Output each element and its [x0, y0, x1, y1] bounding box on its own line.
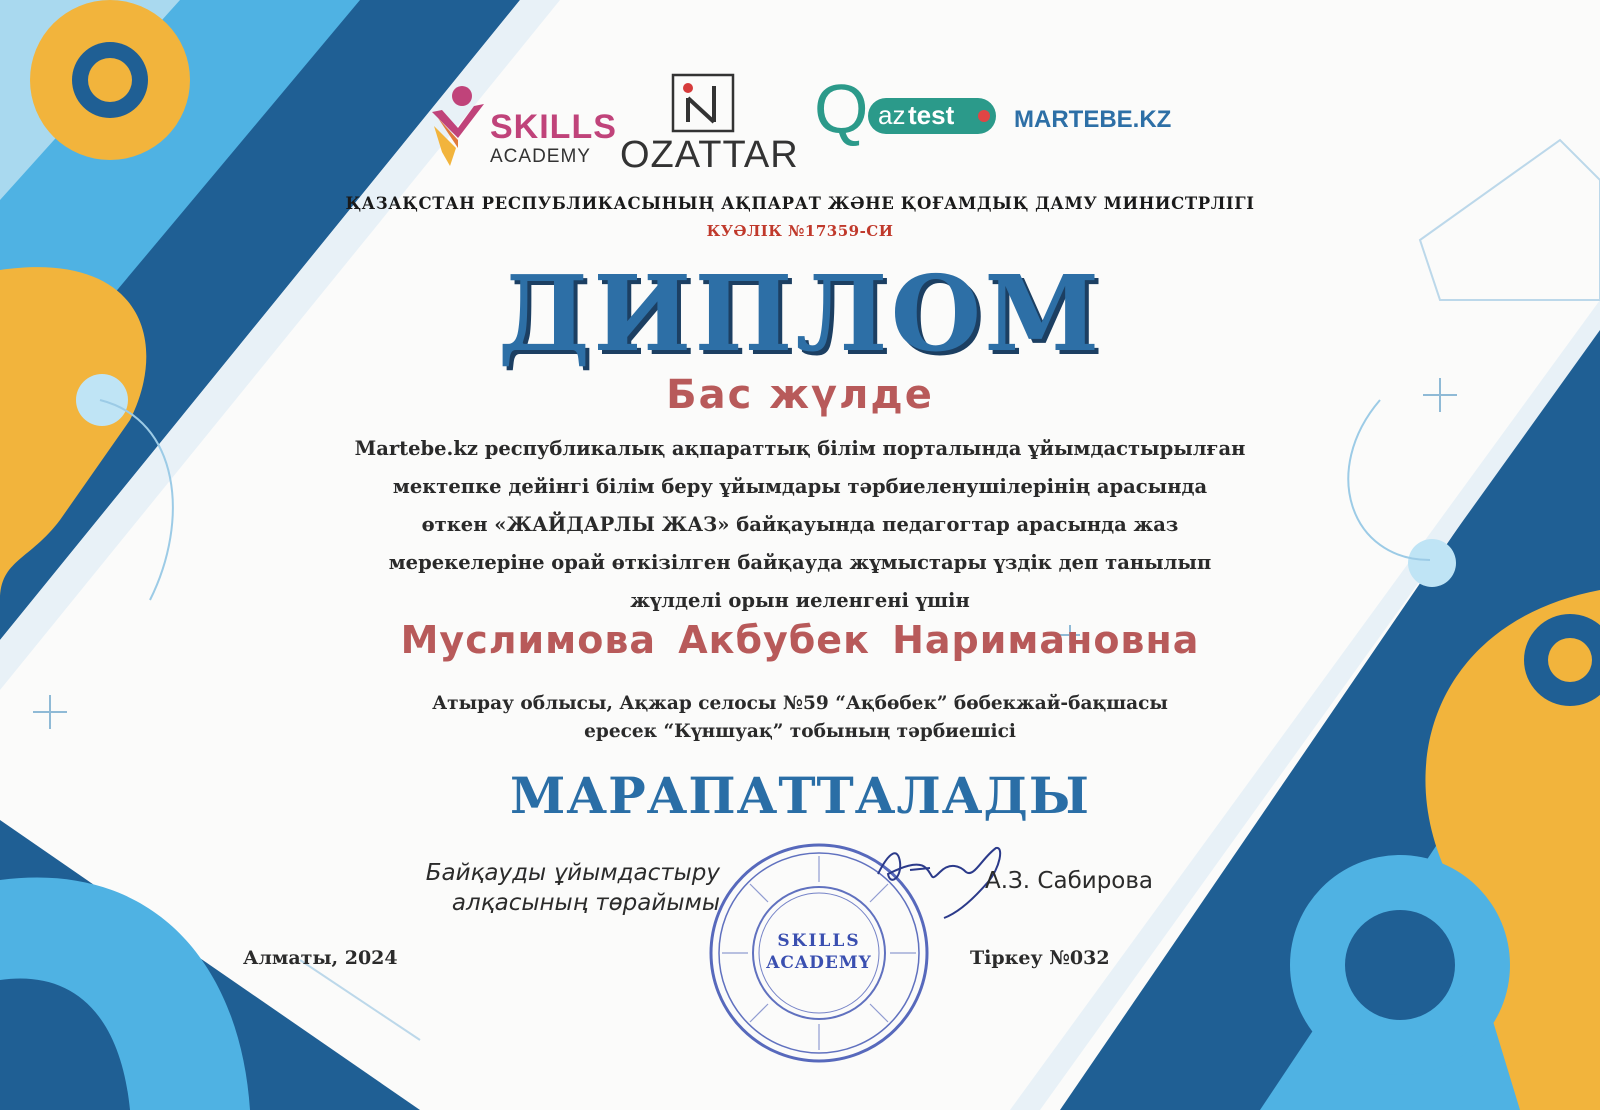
skills-logo-line2: ACADEMY [490, 146, 591, 167]
awarded-heading: МАРАПАТТАЛАДЫ [510, 766, 1090, 825]
diploma-title: ДИПЛОМ [497, 252, 1103, 375]
award-description [255, 430, 1345, 620]
prize-heading: Бас жүлде [666, 372, 934, 418]
qaztest-dot-icon [978, 110, 990, 122]
position-line-2: ересек “Күншуақ” тобының тәрбиешісі [584, 721, 1016, 742]
description-line-3: өткен «ЖАЙДАРЛЫ ЖАЗ» байқауында педагогтар арасында жаз [421, 513, 1179, 536]
bottom-left-outline [300, 960, 420, 1040]
skills-logo-line1: SKILLS [490, 108, 617, 146]
chair-line-2: алқасының төрайымы [451, 890, 720, 916]
stamp-text-line2: ACADEMY [766, 953, 872, 973]
description-line-2: мектепке дейінгі білім беру ұйымдары тәрбиеленушілерінің арасында [392, 475, 1208, 498]
right-small-circle [1408, 539, 1456, 587]
recipient-position [260, 690, 1340, 746]
qaztest-q: Q [814, 70, 869, 148]
registration-number: Тіркеу №032 [970, 947, 1110, 969]
martebe-logo-text: MARTEBE.KZ [1014, 106, 1172, 133]
right-ring-dot [1548, 638, 1592, 682]
ozattar-logo-text: OZATTAR [620, 134, 799, 176]
description-line-5: жүлделі орын иеленгені үшін [630, 589, 970, 612]
city-year: Алматы, 2024 [243, 947, 398, 969]
license-number: КУӘЛІК №17359-СИ [706, 222, 894, 240]
ministry-line: ҚАЗАҚСТАН РЕСПУБЛИКАСЫНЫҢ АҚПАРАТ ЖӘНЕ ҚОҒАМДЫҚ ДАМУ МИНИСТРЛІГІ [345, 194, 1255, 213]
logo-row [0, 70, 1600, 190]
signer-name: А.З. Сабирова [985, 868, 1154, 894]
qaztest-az: az [878, 100, 906, 130]
position-line-1: Атырау облысы, Ақжар селосы №59 “Ақбөбек” бөбекжай-бақшасы [432, 693, 1168, 714]
description-line-1: Martebe.kz республикалық ақпараттық білім порталында ұйымдастырылған [354, 437, 1246, 460]
right-bottom-ring-hole [1345, 910, 1455, 1020]
recipient-name: Муслимова Акбубек Наримановна [400, 618, 1200, 662]
stamp-text-line1: SKILLS [777, 931, 861, 951]
right-thin-line [1348, 400, 1430, 560]
chair-title [360, 858, 720, 918]
skills-academy-emblem-icon [428, 82, 488, 172]
description-line-4: мерекелеріне орай өткізілген байқауда жұмыстары үздік деп танылып [388, 551, 1212, 574]
ozattar-emblem-icon [670, 72, 736, 134]
qaztest-test: test [908, 100, 955, 130]
chair-line-1: Байқауды ұйымдастыру [425, 860, 720, 886]
